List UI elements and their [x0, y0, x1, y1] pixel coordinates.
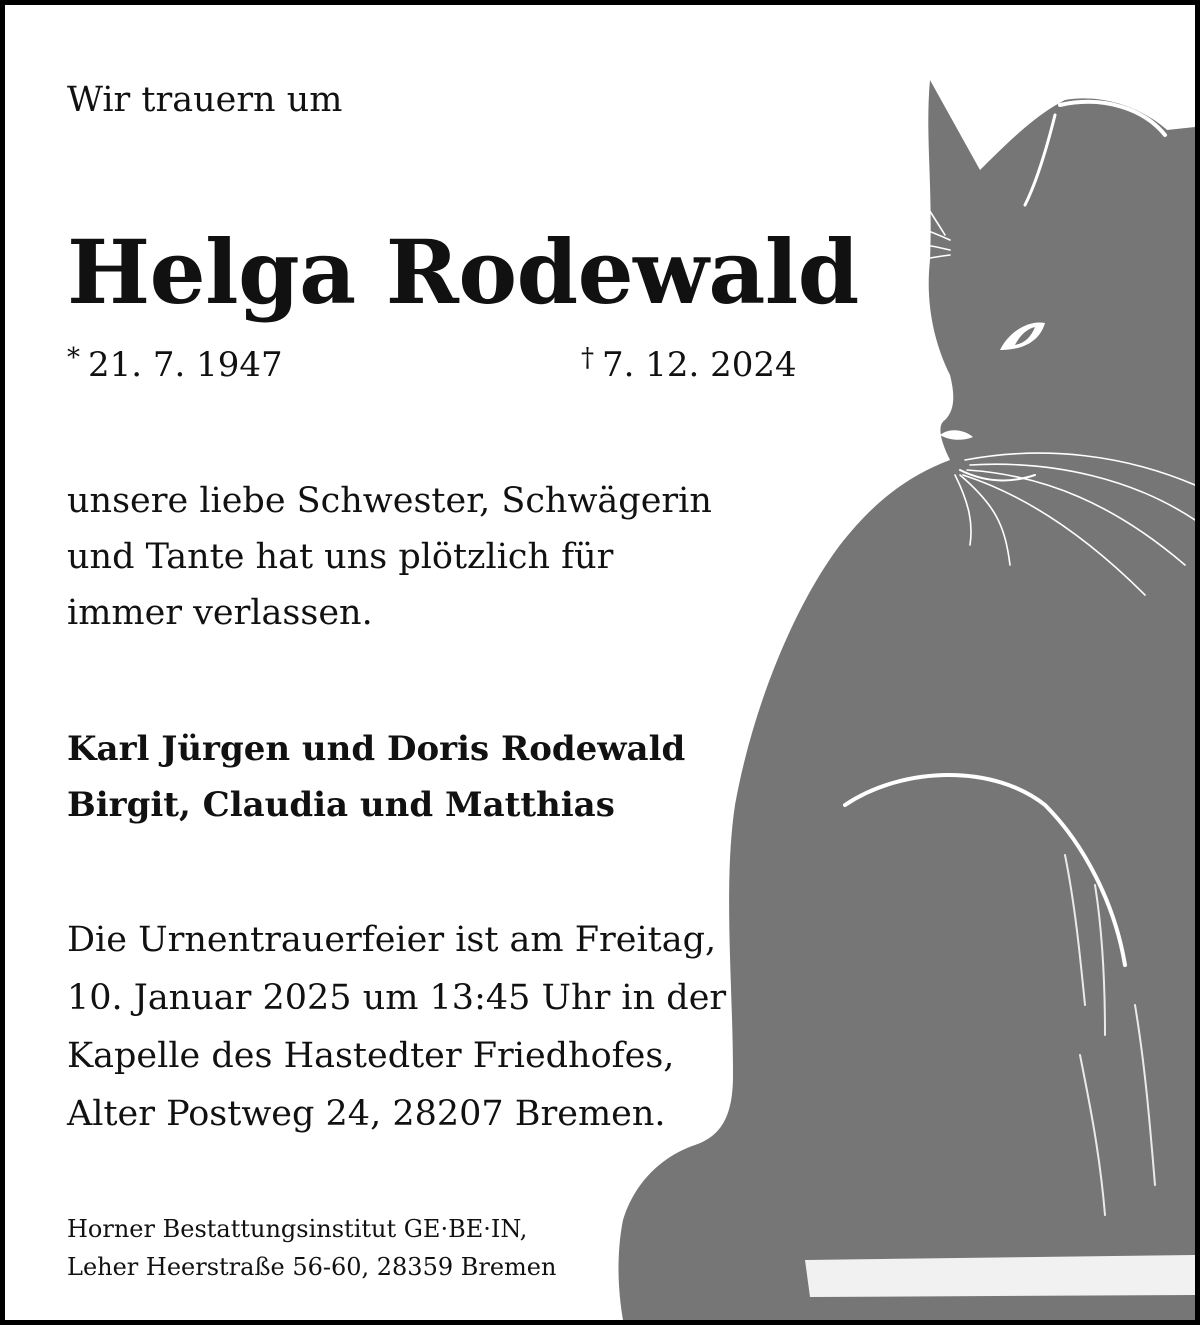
ceremony-line: Kapelle des Hastedter Friedhofes,	[67, 1036, 675, 1076]
family-line: Karl Jürgen und Doris Rodewald	[67, 729, 686, 769]
deceased-name: Helga Rodewald	[67, 220, 859, 324]
ceremony-line: 10. Januar 2025 um 13:45 Uhr in der	[67, 978, 727, 1018]
funeral-home-line: Horner Bestattungsinstitut GE·BE·IN,	[67, 1215, 528, 1243]
death-date	[581, 340, 797, 393]
ceremony-line: Die Urnentrauerfeier ist am Freitag,	[67, 920, 717, 960]
death-cross-icon: †	[581, 343, 594, 373]
funeral-home	[67, 1210, 556, 1286]
death-date-value: 7. 12. 2024	[602, 345, 797, 385]
message-line: und Tante hat uns plötzlich für	[67, 537, 614, 577]
mourning-message	[67, 473, 712, 641]
message-line: unsere liebe Schwester, Schwägerin	[67, 481, 712, 521]
intro-text: Wir trauern um	[67, 80, 343, 120]
birth-date-value: 21. 7. 1947	[88, 345, 283, 385]
ceremony-details	[67, 911, 726, 1143]
message-line: immer verlassen.	[67, 593, 373, 633]
family-names	[67, 721, 685, 833]
ceremony-line: Alter Postweg 24, 28207 Bremen.	[67, 1094, 666, 1134]
family-line: Birgit, Claudia und Matthias	[67, 785, 615, 825]
birth-star-icon: *	[67, 343, 80, 373]
funeral-home-line: Leher Heerstraße 56-60, 28359 Bremen	[67, 1253, 557, 1281]
birth-date	[67, 340, 283, 393]
